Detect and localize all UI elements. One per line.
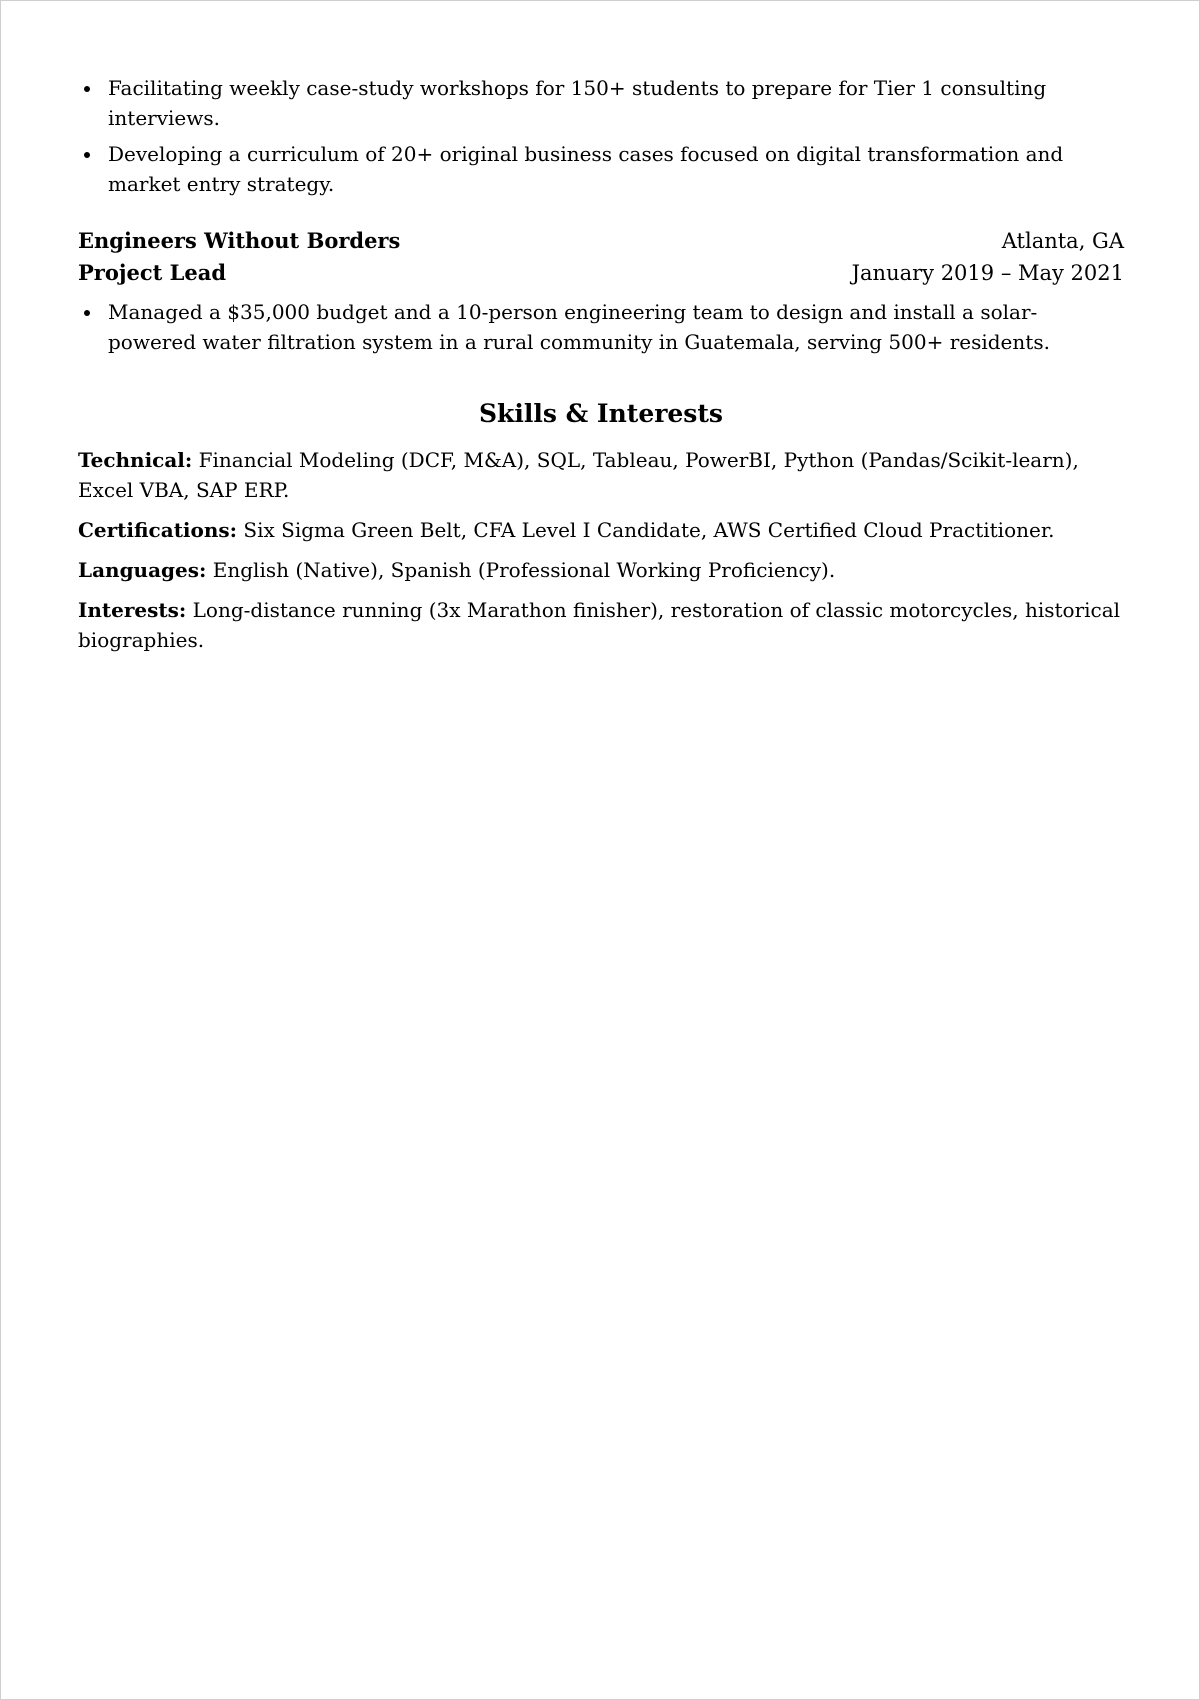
bullet-item: Facilitating weekly case-study workshops for 150+ students to prepare for Tier 1 consulting interviews.	[78, 73, 1124, 133]
skill-text: English (Native), Spanish (Professional Working Proficiency).	[206, 558, 836, 582]
resume-content	[78, 73, 1124, 665]
skill-label: Interests:	[78, 598, 187, 622]
skill-label: Certifications:	[78, 518, 238, 542]
skills-list	[78, 445, 1124, 655]
ewb-bullets	[78, 297, 1124, 357]
experience-entry-ewb	[78, 225, 1124, 357]
skill-label: Languages:	[78, 558, 207, 582]
bullet-item: Managed a $35,000 budget and a 10-person engineering team to design and install a solar-powered water filtration system in a rural community in Guatemala, serving 500+ residents.	[78, 297, 1124, 357]
skill-text: Financial Modeling (DCF, M&A), SQL, Tableau, PowerBI, Python (Pandas/Scikit-learn), Excel VBA, SAP ERP.	[78, 448, 1079, 502]
entry-header-row	[78, 225, 1124, 257]
skill-text: Six Sigma Green Belt, CFA Level I Candidate, AWS Certified Cloud Practitioner.	[237, 518, 1055, 542]
skill-line-certifications	[78, 515, 1124, 545]
entry-subheader-row	[78, 257, 1124, 289]
skill-line-languages	[78, 555, 1124, 585]
skill-line-technical	[78, 445, 1124, 505]
organization-name: Engineers Without Borders	[78, 228, 401, 253]
section-title-skills: Skills & Interests	[478, 399, 724, 428]
bullet-item: Developing a curriculum of 20+ original business cases focused on digital transformation and market entry strategy.	[78, 139, 1124, 199]
previous-entry-bullets	[78, 73, 1124, 199]
skill-text: Long-distance running (3x Marathon finisher), restoration of classic motorcycles, historical biographies.	[78, 598, 1121, 652]
skill-label: Technical:	[78, 448, 193, 472]
entry-location: Atlanta, GA	[1001, 229, 1124, 253]
role-title: Project Lead	[78, 260, 227, 285]
skill-line-interests	[78, 595, 1124, 655]
entry-dates: January 2019 – May 2021	[851, 261, 1124, 285]
